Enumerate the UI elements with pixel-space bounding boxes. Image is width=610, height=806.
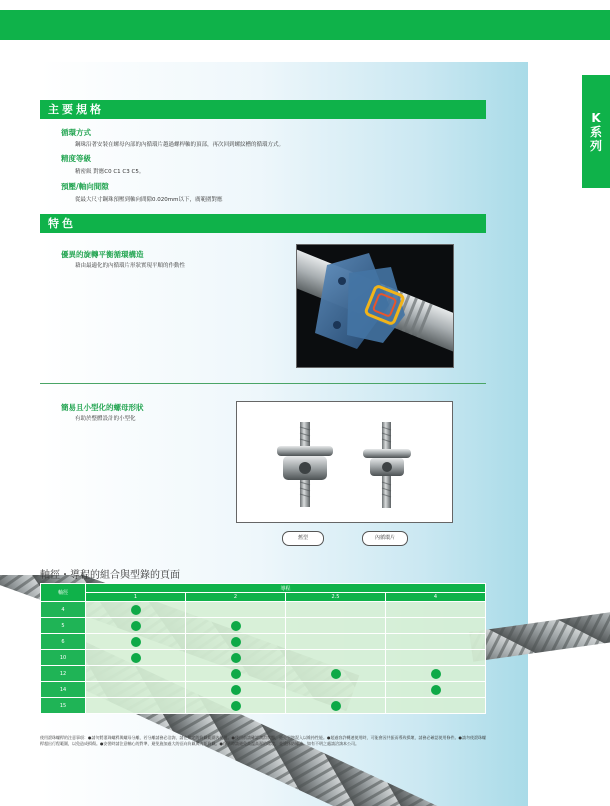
availability-cell	[86, 698, 186, 714]
combination-table-title: 軸徑・導程的組合與型錄的頁面	[40, 570, 180, 581]
available-dot-icon	[231, 621, 241, 631]
lead-column-header: 2.5	[286, 593, 386, 602]
table-row	[41, 682, 486, 698]
preload-title: 預壓/軸向間隙	[61, 182, 109, 191]
preload-text: 從最大尺寸鋼珠預壓到軸向間隙0.020mm以下，廣範圍對應	[75, 197, 223, 203]
available-dot-icon	[131, 605, 141, 615]
side-tab-label: 列	[589, 139, 602, 153]
shaft-diameter-cell: 15	[41, 698, 86, 714]
k-series-tab	[582, 75, 610, 188]
shaft-diameter-cell: 6	[41, 634, 86, 650]
availability-cell	[386, 618, 486, 634]
availability-cell	[286, 666, 386, 682]
features-section-header: 特色	[40, 214, 486, 233]
accuracy-text: 精密級 對應C0 C1 C3 C5。	[75, 169, 145, 175]
available-dot-icon	[131, 621, 141, 631]
available-dot-icon	[131, 637, 141, 647]
feature-1-text: 藉由最適化的內循環片形狀實現平順的作動性	[75, 263, 186, 269]
side-tab-label: 系	[589, 125, 602, 139]
availability-cell	[86, 650, 186, 666]
caption-internal-deflector: 內循環片	[362, 531, 408, 546]
circulation-title: 循環方式	[61, 128, 91, 137]
shaft-diameter-cell: 5	[41, 618, 86, 634]
lead-column-header: 2	[186, 593, 286, 602]
lead-column-header: 4	[386, 593, 486, 602]
availability-cell	[86, 602, 186, 618]
feature-1-title: 優異的旋轉平衡循環構造	[61, 250, 144, 259]
availability-cell	[186, 618, 286, 634]
table-row	[41, 634, 486, 650]
available-dot-icon	[331, 669, 341, 679]
availability-cell	[286, 698, 386, 714]
table-row	[41, 650, 486, 666]
table-row	[41, 666, 486, 682]
availability-cell	[186, 634, 286, 650]
availability-cell	[186, 682, 286, 698]
spec-section-header: 主要規格	[40, 100, 486, 119]
availability-cell	[386, 698, 486, 714]
availability-cell	[86, 682, 186, 698]
availability-cell	[286, 682, 386, 698]
availability-cell	[286, 618, 386, 634]
availability-cell	[386, 650, 486, 666]
availability-cell	[86, 618, 186, 634]
circulation-structure-image	[296, 244, 454, 368]
availability-cell	[186, 698, 286, 714]
accuracy-title: 精度等級	[61, 154, 91, 163]
shaft-diameter-cell: 4	[41, 602, 86, 618]
top-banner	[0, 10, 610, 40]
table-row	[41, 698, 486, 714]
lead-column-header: 1	[86, 593, 186, 602]
availability-cell	[86, 666, 186, 682]
availability-cell	[386, 666, 486, 682]
availability-cell	[86, 634, 186, 650]
availability-cell	[386, 634, 486, 650]
available-dot-icon	[131, 653, 141, 663]
feature-2-text: 有助於整體設計的小型化	[75, 416, 136, 422]
available-dot-icon	[231, 701, 241, 711]
availability-cell	[286, 634, 386, 650]
available-dot-icon	[231, 653, 241, 663]
shaft-diameter-cell: 14	[41, 682, 86, 698]
availability-cell	[286, 602, 386, 618]
side-tab-label: K	[591, 111, 601, 125]
available-dot-icon	[231, 685, 241, 695]
available-dot-icon	[331, 701, 341, 711]
table-row	[41, 618, 486, 634]
shaft-diameter-cell: 12	[41, 666, 86, 682]
table-row	[41, 602, 486, 618]
availability-cell	[186, 602, 286, 618]
availability-cell	[386, 602, 486, 618]
available-dot-icon	[431, 669, 441, 679]
header-lead: 導程	[86, 584, 486, 593]
availability-cell	[286, 650, 386, 666]
availability-cell	[186, 666, 286, 682]
available-dot-icon	[231, 669, 241, 679]
usage-notes: 使用滾珠螺桿的注意事項：●請勿將滾珠螺桿與螺母分離，若分離請務必洽詢，請在規定的負載範圍內使用。●使用前請確認潤滑狀態，避免異物混入以維持性能。●超過容許轉速使用時，可能會因共振而導致損壞，請務必確認使用條件。●請勿使滾珠螺桿超出行程範圍，以免造成損傷。●安裝時請注意軸心的對準，避免施加過大的徑向負載與力矩負載。●保管時請避免高溫高濕的環境，並塗抹防鏽油。如有不明之處請洽詢本公司。	[40, 735, 486, 747]
header-shaft-diameter: 軸徑	[41, 584, 86, 602]
circulation-text: 鋼珠沿著安裝在螺母內部的內循環片越過螺桿軸的頂部，再次回到螺紋槽的循環方式。	[75, 142, 285, 148]
available-dot-icon	[231, 637, 241, 647]
nut-comparison-image	[236, 401, 453, 523]
availability-cell	[386, 682, 486, 698]
shaft-lead-combination-table	[40, 583, 486, 714]
shaft-diameter-cell: 10	[41, 650, 86, 666]
section-divider	[40, 383, 486, 384]
availability-cell	[186, 650, 286, 666]
caption-old-type: 舊型	[282, 531, 324, 546]
feature-2-title: 簡易且小型化的螺母形狀	[61, 403, 144, 412]
available-dot-icon	[431, 685, 441, 695]
